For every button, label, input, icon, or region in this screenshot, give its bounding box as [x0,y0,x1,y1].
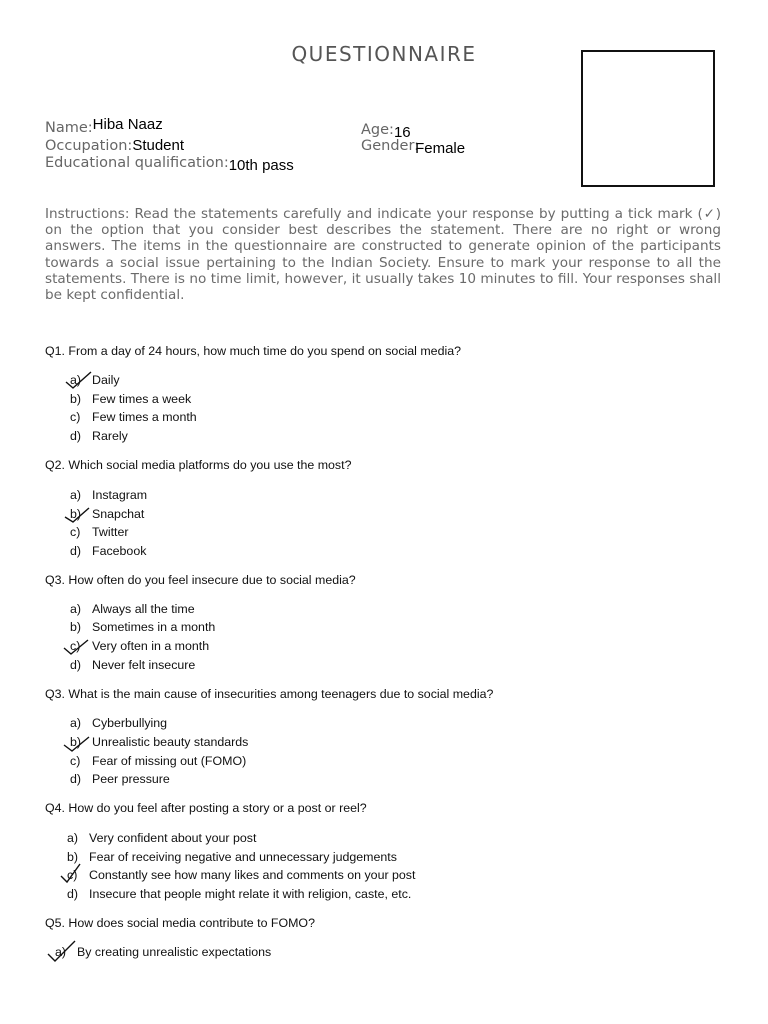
q6-option-a[interactable] [55,945,271,959]
option-text: Constantly see how many likes and comments on your post [89,868,416,882]
tick-mark-icon [62,637,92,657]
education-value: 10th pass [228,157,294,174]
q3-option-d[interactable] [70,658,195,672]
option-letter: d) [67,887,79,901]
question-2: Q2. Which social media platforms do you use the most? [45,458,352,472]
q5-option-d[interactable] [67,887,411,901]
option-text: Twitter [92,525,129,539]
age-label: Age: [361,122,394,138]
q2-option-a[interactable] [70,488,147,502]
option-letter: c) [70,754,81,768]
name-field [45,116,163,137]
page-title: QUESTIONNAIRE [291,42,477,66]
option-letter: b) [70,735,82,749]
q5-option-a[interactable] [67,831,256,845]
option-letter: c) [70,410,81,424]
q5-option-c[interactable] [67,868,415,882]
gender-label: Gender: [361,138,420,154]
option-text: Few times a month [92,410,197,424]
option-text: Daily [92,373,120,387]
option-text: Unrealistic beauty standards [92,735,249,749]
occupation-label: Occupation: [45,138,133,154]
question-1: Q1. From a day of 24 hours, how much time do you spend on social media? [45,344,461,358]
option-text: Sometimes in a month [92,620,216,634]
option-text: Instagram [92,488,148,502]
option-letter: a) [70,488,82,502]
gender-value: Female [415,140,466,157]
option-letter: d) [70,772,82,786]
name-value: Hiba Naaz [92,116,163,133]
q4-option-a[interactable] [70,716,167,730]
age-value: 16 [393,124,411,141]
option-text: By creating unrealistic expectations [77,945,272,959]
option-text: Never felt insecure [92,658,196,672]
option-letter: a) [70,373,82,387]
option-letter: b) [67,850,79,864]
option-text: Fear of missing out (FOMO) [92,754,247,768]
occupation-field [45,137,184,155]
name-label: Name: [45,120,93,136]
option-text: Always all the time [92,602,195,616]
education-label: Educational qualification: [45,155,229,171]
q1-option-b[interactable] [70,392,191,406]
option-letter: c) [70,639,81,653]
option-text: Insecure that people might relate it with religion, caste, etc. [89,887,412,901]
q3-option-b[interactable] [70,620,215,634]
option-letter: b) [70,392,82,406]
option-text: Fear of receiving negative and unnecessary judgements [89,850,397,864]
option-letter: c) [70,525,81,539]
occupation-value: Student [132,137,185,154]
education-field [45,154,294,172]
option-text: Cyberbullying [92,716,168,730]
option-text: Rarely [92,429,128,443]
q5-option-b[interactable] [67,850,397,864]
q2-option-c[interactable] [70,525,129,539]
q3-option-a[interactable] [70,602,195,616]
tick-mark-icon [62,734,92,754]
option-letter: a) [67,831,79,845]
option-letter: b) [70,507,82,521]
q4-option-b[interactable] [70,735,248,749]
question-6: Q5. How does social media contribute to FOMO? [45,916,315,930]
tick-mark-icon [45,938,79,964]
option-letter: d) [70,544,82,558]
gender-field [361,137,465,155]
option-text: Snapchat [92,507,145,521]
option-letter: d) [70,429,82,443]
option-text: Very often in a month [92,639,210,653]
option-letter: d) [70,658,82,672]
q4-option-c[interactable] [70,754,246,768]
option-letter: c) [67,868,78,882]
question-5: Q4. How do you feel after posting a story or a post or reel? [45,801,367,815]
tick-mark-icon [63,505,93,525]
q2-option-d[interactable] [70,544,146,558]
tick-mark-icon [58,862,88,886]
option-text: Facebook [92,544,147,558]
option-letter: a) [55,945,67,959]
option-letter: b) [70,620,82,634]
option-text: Peer pressure [92,772,170,786]
question-3: Q3. How often do you feel insecure due to social media? [45,573,356,587]
q1-option-d[interactable] [70,429,128,443]
q4-option-d[interactable] [70,772,170,786]
option-letter: a) [70,716,82,730]
tick-mark-icon [64,370,94,390]
question-4: Q3. What is the main cause of insecurities among teenagers due to social media? [45,687,494,701]
option-text: Very confident about your post [89,831,257,845]
instructions-text: Instructions: Read the statements carefully and indicate your response by putting a tick mark (✓) on the option that you consider best describes the statement. There are no right or wrong answers. The items in the questionnaire are constructed to generate opinion of the participants towards a social issue pertaining to the Indian Society. Ensure to mark your response to all the statements. There is no time limit, however, it usually takes 10 minutes to fill. Your responses shall be kept confidential. [45,206,721,304]
option-letter: a) [70,602,82,616]
q1-option-c[interactable] [70,410,197,424]
photo-box [581,50,715,187]
option-text: Few times a week [92,392,192,406]
